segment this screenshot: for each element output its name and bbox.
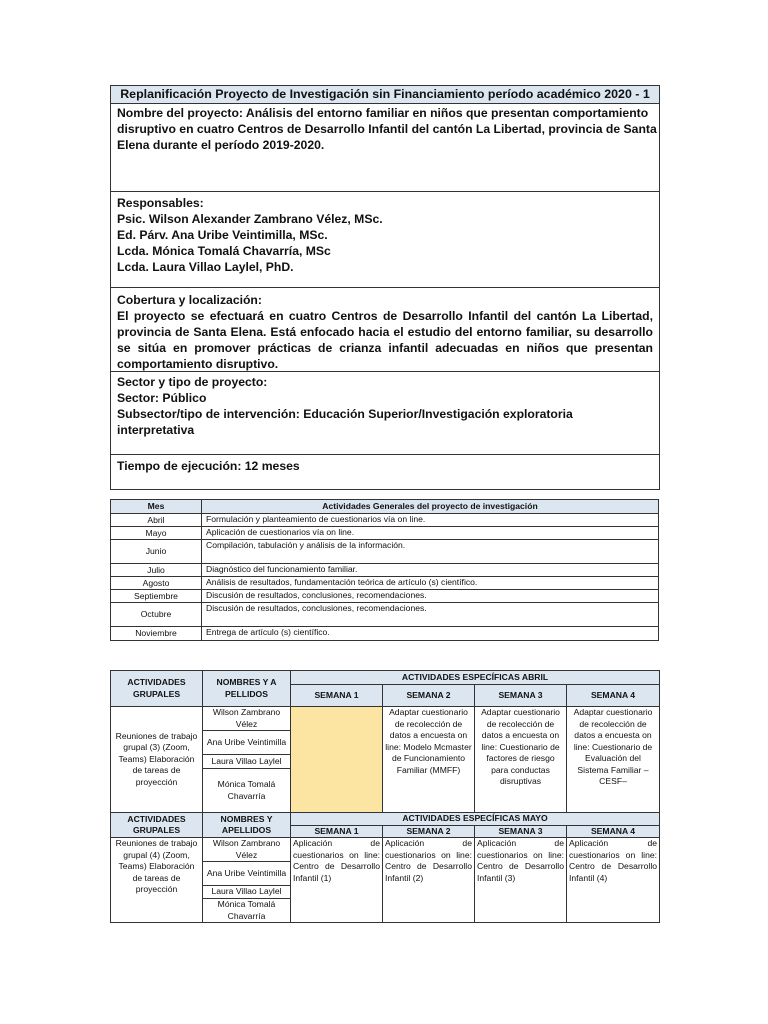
- mayo-week-2: SEMANA 2: [383, 825, 475, 838]
- mayo-row: [111, 838, 660, 862]
- responsable-item: Lcda. Laura Villao Laylel, PhD.: [117, 260, 294, 274]
- responsable-item: Psic. Wilson Alexander Zambrano Vélez, MSc.: [117, 212, 383, 226]
- activity-cell: Entrega de artículo (s) científico.: [202, 627, 659, 641]
- abril-section-title: ACTIVIDADES ESPECÍFICAS ABRIL: [291, 671, 660, 685]
- table-header-row: [111, 500, 659, 514]
- mayo-col-actividades: ACTIVIDADES GRUPALES: [111, 813, 203, 838]
- project-name-section: [111, 104, 659, 192]
- month-cell: Junio: [111, 540, 202, 564]
- activity-cell: Discusión de resultados, conclusiones, recomendaciones.: [202, 603, 659, 627]
- cobertura-section: [111, 288, 659, 372]
- abril-header-row: [111, 671, 660, 685]
- month-cell: Julio: [111, 564, 202, 577]
- weekly-activities-table: [110, 670, 660, 923]
- table-row: [111, 540, 659, 564]
- month-cell: Septiembre: [111, 590, 202, 603]
- general-activities-table: [110, 499, 659, 641]
- mayo-week-3: SEMANA 3: [475, 825, 567, 838]
- abril-grupal-cell: Reuniones de trabajo grupal (3) (Zoom, Teams) Elaboración de tareas de proyección: [111, 707, 203, 813]
- activity-cell: Discusión de resultados, conclusiones, recomendaciones.: [202, 590, 659, 603]
- month-cell: Octubre: [111, 603, 202, 627]
- mayo-name-cell: Laura Villao Laylel: [203, 886, 291, 899]
- abril-week-4: SEMANA 4: [567, 685, 660, 707]
- mayo-name-cell: Mónica Tomalá Chavarría: [203, 899, 291, 923]
- table-row: [111, 527, 659, 540]
- mayo-week-1: SEMANA 1: [291, 825, 383, 838]
- project-name-line: Nombre del proyecto: Análisis del entorno familiar en niños que presentan comportamiento: [117, 106, 649, 120]
- mayo-week-1-cell: Aplicación de cuestionarios on line: Centro de Desarrollo Infantil (1): [291, 838, 383, 923]
- table-row: [111, 590, 659, 603]
- responsable-item: Ed. Párv. Ana Uribe Veintimilla, MSc.: [117, 228, 328, 242]
- mayo-week-3-cell: Aplicación de cuestionarios on line: Centro de Desarrollo Infantil (3): [475, 838, 567, 923]
- month-cell: Abril: [111, 514, 202, 527]
- project-name-line: disruptivo en cuatro Centros de Desarrollo Infantil del cantón La Libertad, provincia de Santa: [117, 122, 657, 136]
- month-cell: Noviembre: [111, 627, 202, 641]
- sector-section: [111, 372, 659, 455]
- activity-cell: Formulación y planteamiento de cuestionarios vía on line.: [202, 514, 659, 527]
- project-info-box: [110, 85, 660, 490]
- mayo-section-title: ACTIVIDADES ESPECÍFICAS MAYO: [291, 813, 660, 826]
- mayo-week-4: SEMANA 4: [567, 825, 660, 838]
- abril-week-4-cell: Adaptar cuestionario de recolección de datos a encuesta on line: Cuestionario de Evaluación del Sistema Familiar – CESF–: [567, 707, 660, 813]
- mayo-grupal-cell: Reuniones de trabajo grupal (4) (Zoom, Teams) Elaboración de tareas de proyección: [111, 838, 203, 923]
- table-row: [111, 603, 659, 627]
- abril-week-3-cell: Adaptar cuestionario de recolección de datos a encuesta on line: Cuestionario de factores de riesgo para conductas disruptivas: [475, 707, 567, 813]
- cobertura-text: El proyecto se efectuará en cuatro Centros de Desarrollo Infantil del cantón La Libertad, provincia de Santa Elena. Está enfocado hacia el estudio del entorno familiar, su desarrollo se sitúa en promover prácticas de crianza infantil adecuadas en niños que presentan comportamiento disruptivo.: [117, 309, 653, 371]
- sector-label: Sector y tipo de proyecto:: [117, 375, 268, 389]
- activity-cell: Diagnóstico del funcionamiento familiar.: [202, 564, 659, 577]
- mayo-col-nombres: NOMBRES Y APELLIDOS: [203, 813, 291, 838]
- tiempo-section: [111, 455, 659, 489]
- activity-cell: Aplicación de cuestionarios vía on line.: [202, 527, 659, 540]
- abril-week-3: SEMANA 3: [475, 685, 567, 707]
- subsector-line: interpretativa: [117, 423, 195, 437]
- abril-name-cell: Mónica Tomalá Chavarría: [203, 769, 291, 813]
- header-mes: Mes: [111, 500, 202, 514]
- abril-week-2: SEMANA 2: [383, 685, 475, 707]
- table-row: [111, 514, 659, 527]
- table-row: [111, 564, 659, 577]
- sector-value: Sector: Público: [117, 391, 207, 405]
- abril-row: [111, 707, 660, 731]
- abril-col-nombres: NOMBRES Y A PELLIDOS: [203, 671, 291, 707]
- responsable-item: Lcda. Mónica Tomalá Chavarría, MSc: [117, 244, 331, 258]
- header-actividades: Actividades Generales del proyecto de investigación: [202, 500, 659, 514]
- cobertura-label: Cobertura y localización:: [117, 293, 262, 307]
- month-cell: Mayo: [111, 527, 202, 540]
- abril-name-cell: Wilson Zambrano Vélez: [203, 707, 291, 731]
- abril-col-actividades: ACTIVIDADES GRUPALES: [111, 671, 203, 707]
- abril-week-1: SEMANA 1: [291, 685, 383, 707]
- tiempo-value: Tiempo de ejecución: 12 meses: [117, 459, 300, 473]
- abril-name-cell: Laura Villao Laylel: [203, 755, 291, 769]
- abril-week-1-cell: [291, 707, 383, 813]
- abril-name-cell: Ana Uribe Veintimilla: [203, 731, 291, 755]
- activity-cell: Compilación, tabulación y análisis de la información.: [202, 540, 659, 564]
- mayo-week-4-cell: Aplicación de cuestionarios on line: Centro de Desarrollo Infantil (4): [567, 838, 660, 923]
- responsables-section: [111, 192, 659, 288]
- abril-week-2-cell: Adaptar cuestionario de recolección de datos a encuesta on line: Modelo Mcmaster de Funcionamiento Familiar (MMFF): [383, 707, 475, 813]
- mayo-name-cell: Wilson Zambrano Vélez: [203, 838, 291, 862]
- mayo-week-2-cell: Aplicación de cuestionarios on line: Centro de Desarrollo Infantil (2): [383, 838, 475, 923]
- mayo-name-cell: Ana Uribe Veintimilla: [203, 862, 291, 886]
- table-row: [111, 627, 659, 641]
- activity-cell: Análisis de resultados, fundamentación teórica de artículo (s) científico.: [202, 577, 659, 590]
- subsector-line: Subsector/tipo de intervención: Educación Superior/Investigación exploratoria: [117, 407, 573, 421]
- responsables-label: Responsables:: [117, 196, 204, 210]
- project-name-line: Elena durante el período 2019-2020.: [117, 138, 325, 152]
- month-cell: Agosto: [111, 577, 202, 590]
- mayo-header-row: [111, 813, 660, 826]
- document-title: Replanificación Proyecto de Investigación sin Financiamiento período académico 2020 - 1: [111, 86, 659, 104]
- table-row: [111, 577, 659, 590]
